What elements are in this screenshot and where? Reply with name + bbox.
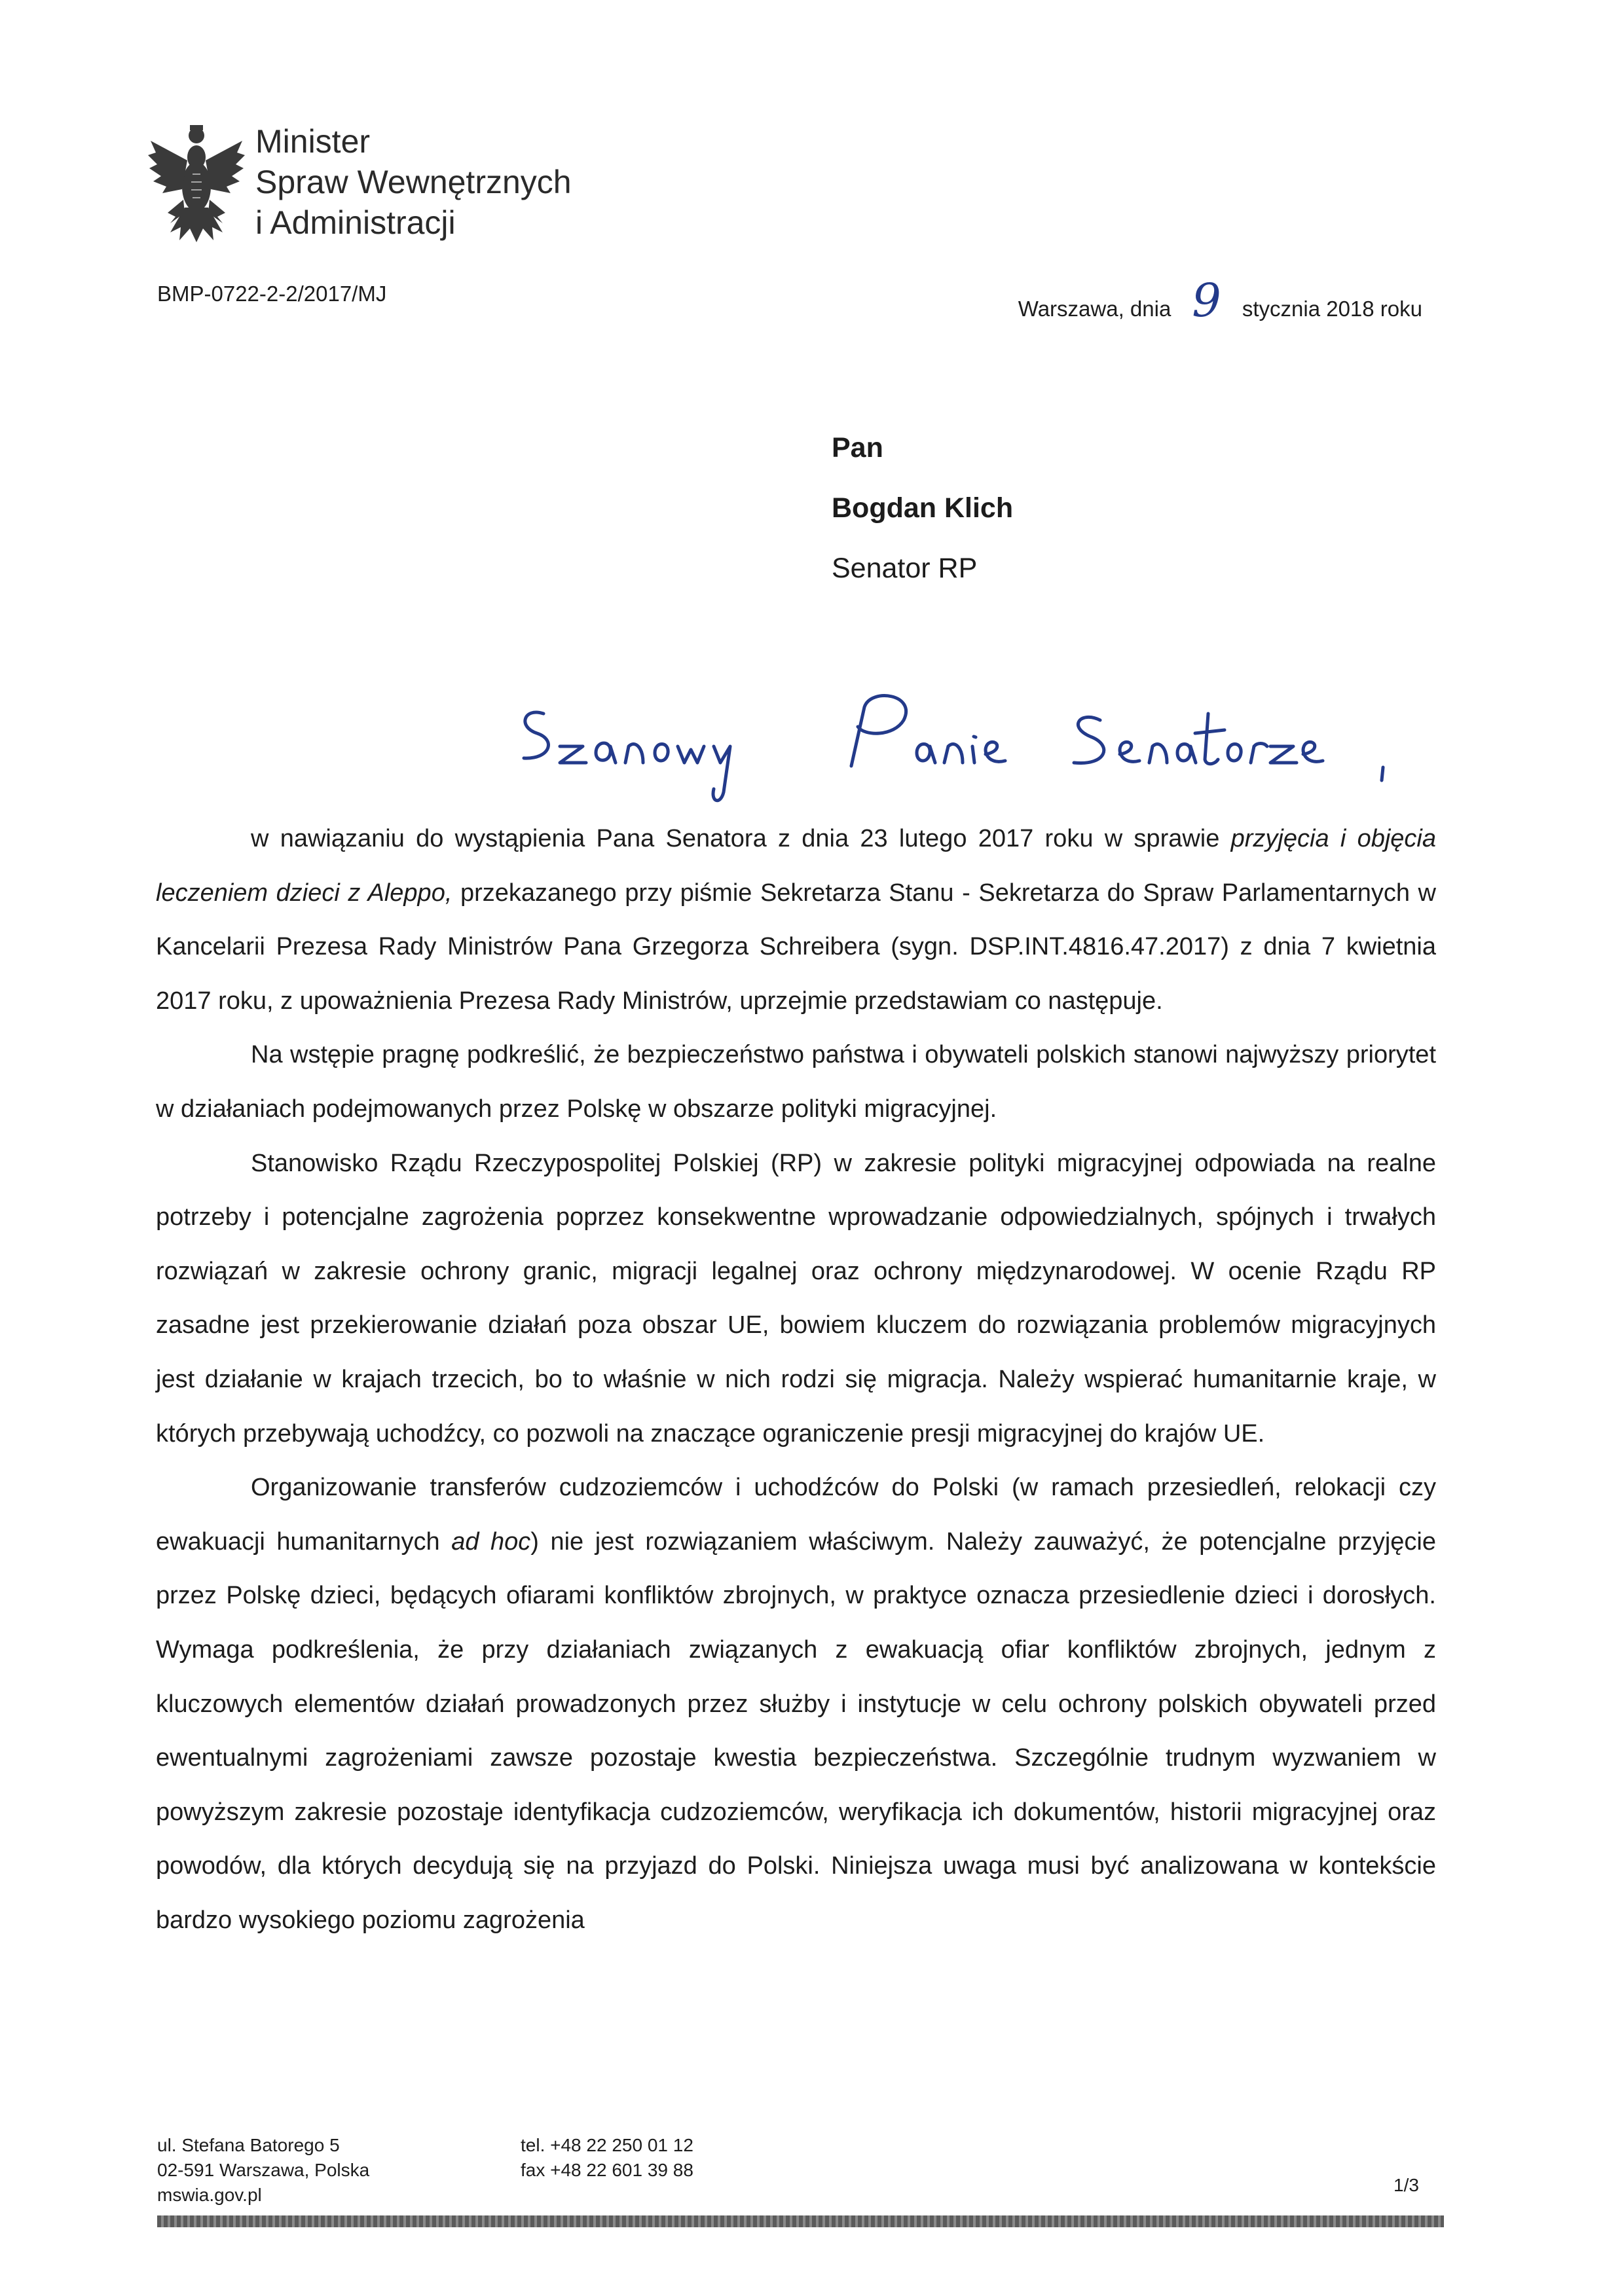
addressee-position: Senator RP [832, 553, 978, 584]
addressee-block [832, 418, 1013, 598]
footer-address [157, 2133, 369, 2208]
page-number: 1/3 [1393, 2175, 1419, 2195]
footer-divider-bar [157, 2215, 1444, 2227]
paragraph-2: Na wstępie pragnę podkreślić, że bezpieczeństwo państwa i obywateli polskich stanowi najwyższy priorytet w działaniach podejmowanych przez Polskę w obszarze polityki migracyjnej. [156, 1041, 1436, 1123]
paragraph-1-part-a: w nawiązaniu do wystąpienia Pana Senatora z dnia 23 lutego 2017 roku w sprawie [251, 825, 1231, 852]
paragraph-1 [156, 812, 1436, 1028]
paragraph-4-italic: ad hoc [451, 1527, 531, 1556]
footer-fax: fax +48 22 601 39 88 [521, 2160, 693, 2180]
addressee-name: Bogdan Klich [832, 492, 1014, 524]
paragraph-3: Stanowisko Rządu Rzeczypospolitej Polskiej (RP) w zakresie polityki migracyjnej odpowiada na realne potrzeby i potencjalne zagrożenia poprzez konsekwentne wprowadzanie odpowiedzialnych, spójnych i trwałych rozwiązań w zakresie ochrony granic, migracji legalnej oraz ochrony międzynarodowej. W ocenie Rządu RP zasadne jest przekierowanie działań poza obszar UE, bowiem kluczem do rozwiązania problemów migracyjnych jest działanie w krajach trzecich, bo to właśnie w nich rodzi się migracja. Należy wspierać humanitarnie kraje, w których przebywają uchodźcy, co pozwoli na znaczące ograniczenie presji migracyjnej do krajów UE. [156, 1149, 1436, 1448]
ministry-line-3: i Administracji [255, 204, 456, 241]
letterhead [144, 121, 733, 252]
dateline [1018, 274, 1422, 327]
paragraph-4-part-a: Organizowanie transferów cudzoziemców i uchodźców do Polski (w ramach przesiedleń, relokacji czy ewakuacji humanitarnych [156, 1474, 1436, 1556]
paragraph-1-part-b: przekazanego przy piśmie Sekretarza Stanu - Sekretarza do Spraw Parlamentarnych w Kancelarii Prezesa Rady Ministrów Pana Grzegorza Schreibera (sygn. DSP.INT.4816.47.2017) z dnia 7 kwietnia 2017 roku, z upoważnienia Prezesa Rady Ministrów, uprzejmie przedstawiam co następuje. [156, 879, 1436, 1015]
date-suffix: stycznia 2018 roku [1242, 297, 1422, 321]
footer-phone: tel. +48 22 250 01 12 [521, 2135, 693, 2155]
footer-street: ul. Stefana Batorego 5 [157, 2135, 340, 2155]
addressee-title: Pan [832, 432, 883, 464]
paragraph-1-italic: przyjęcia i objęcia leczeniem dzieci z Aleppo, [156, 825, 1436, 907]
footer-city: 02-591 Warszawa, Polska [157, 2160, 370, 2180]
paragraph-4-part-b: ) nie jest rozwiązaniem właściwym. Należy zauważyć, że potencjalne przyjęcie przez Polskę dzieci, będących ofiarami konfliktów zbrojnych, w praktyce oznacza przesiedlenie dzieci i dorosłych. Wymaga podkreślenia, że przy działaniach związanych z ewakuacją ofiar konfliktów zbrojnych, jednym z kluczowych elementów działań prowadzonych przez służby i instytucje w celu ochrony polskich obywateli przed ewentualnymi zagrożeniami zawsze pozostaje kwestia bezpieczeństwa. Szczególnie trudnym wyzwaniem w powyższym zakresie pozostaje identyfikacja cudzoziemców, weryfikacja ich dokumentów, historii migracyjnej oraz powodów, dla których decydują się na przyjazd do Polski. Niniejsza uwaga musi być analizowana w kontekście bardzo wysokiego poziomu zagrożenia [156, 1527, 1436, 1934]
reference-number: BMP-0722-2-2/2017/MJ [157, 282, 387, 306]
footer-contact [521, 2133, 693, 2183]
paragraph-4 [156, 1461, 1436, 1947]
ministry-line-1: Minister [255, 123, 371, 160]
date-prefix: Warszawa, dnia [1018, 297, 1172, 321]
ministry-line-2: Spraw Wewnętrznych [255, 164, 572, 200]
letter-body [156, 812, 1436, 1947]
date-day-handwritten: 9 [1192, 274, 1221, 327]
polish-eagle-emblem-icon [144, 121, 249, 246]
ministry-name [255, 121, 572, 243]
footer-website: mswia.gov.pl [157, 2185, 262, 2205]
handwritten-salutation [498, 674, 1414, 818]
